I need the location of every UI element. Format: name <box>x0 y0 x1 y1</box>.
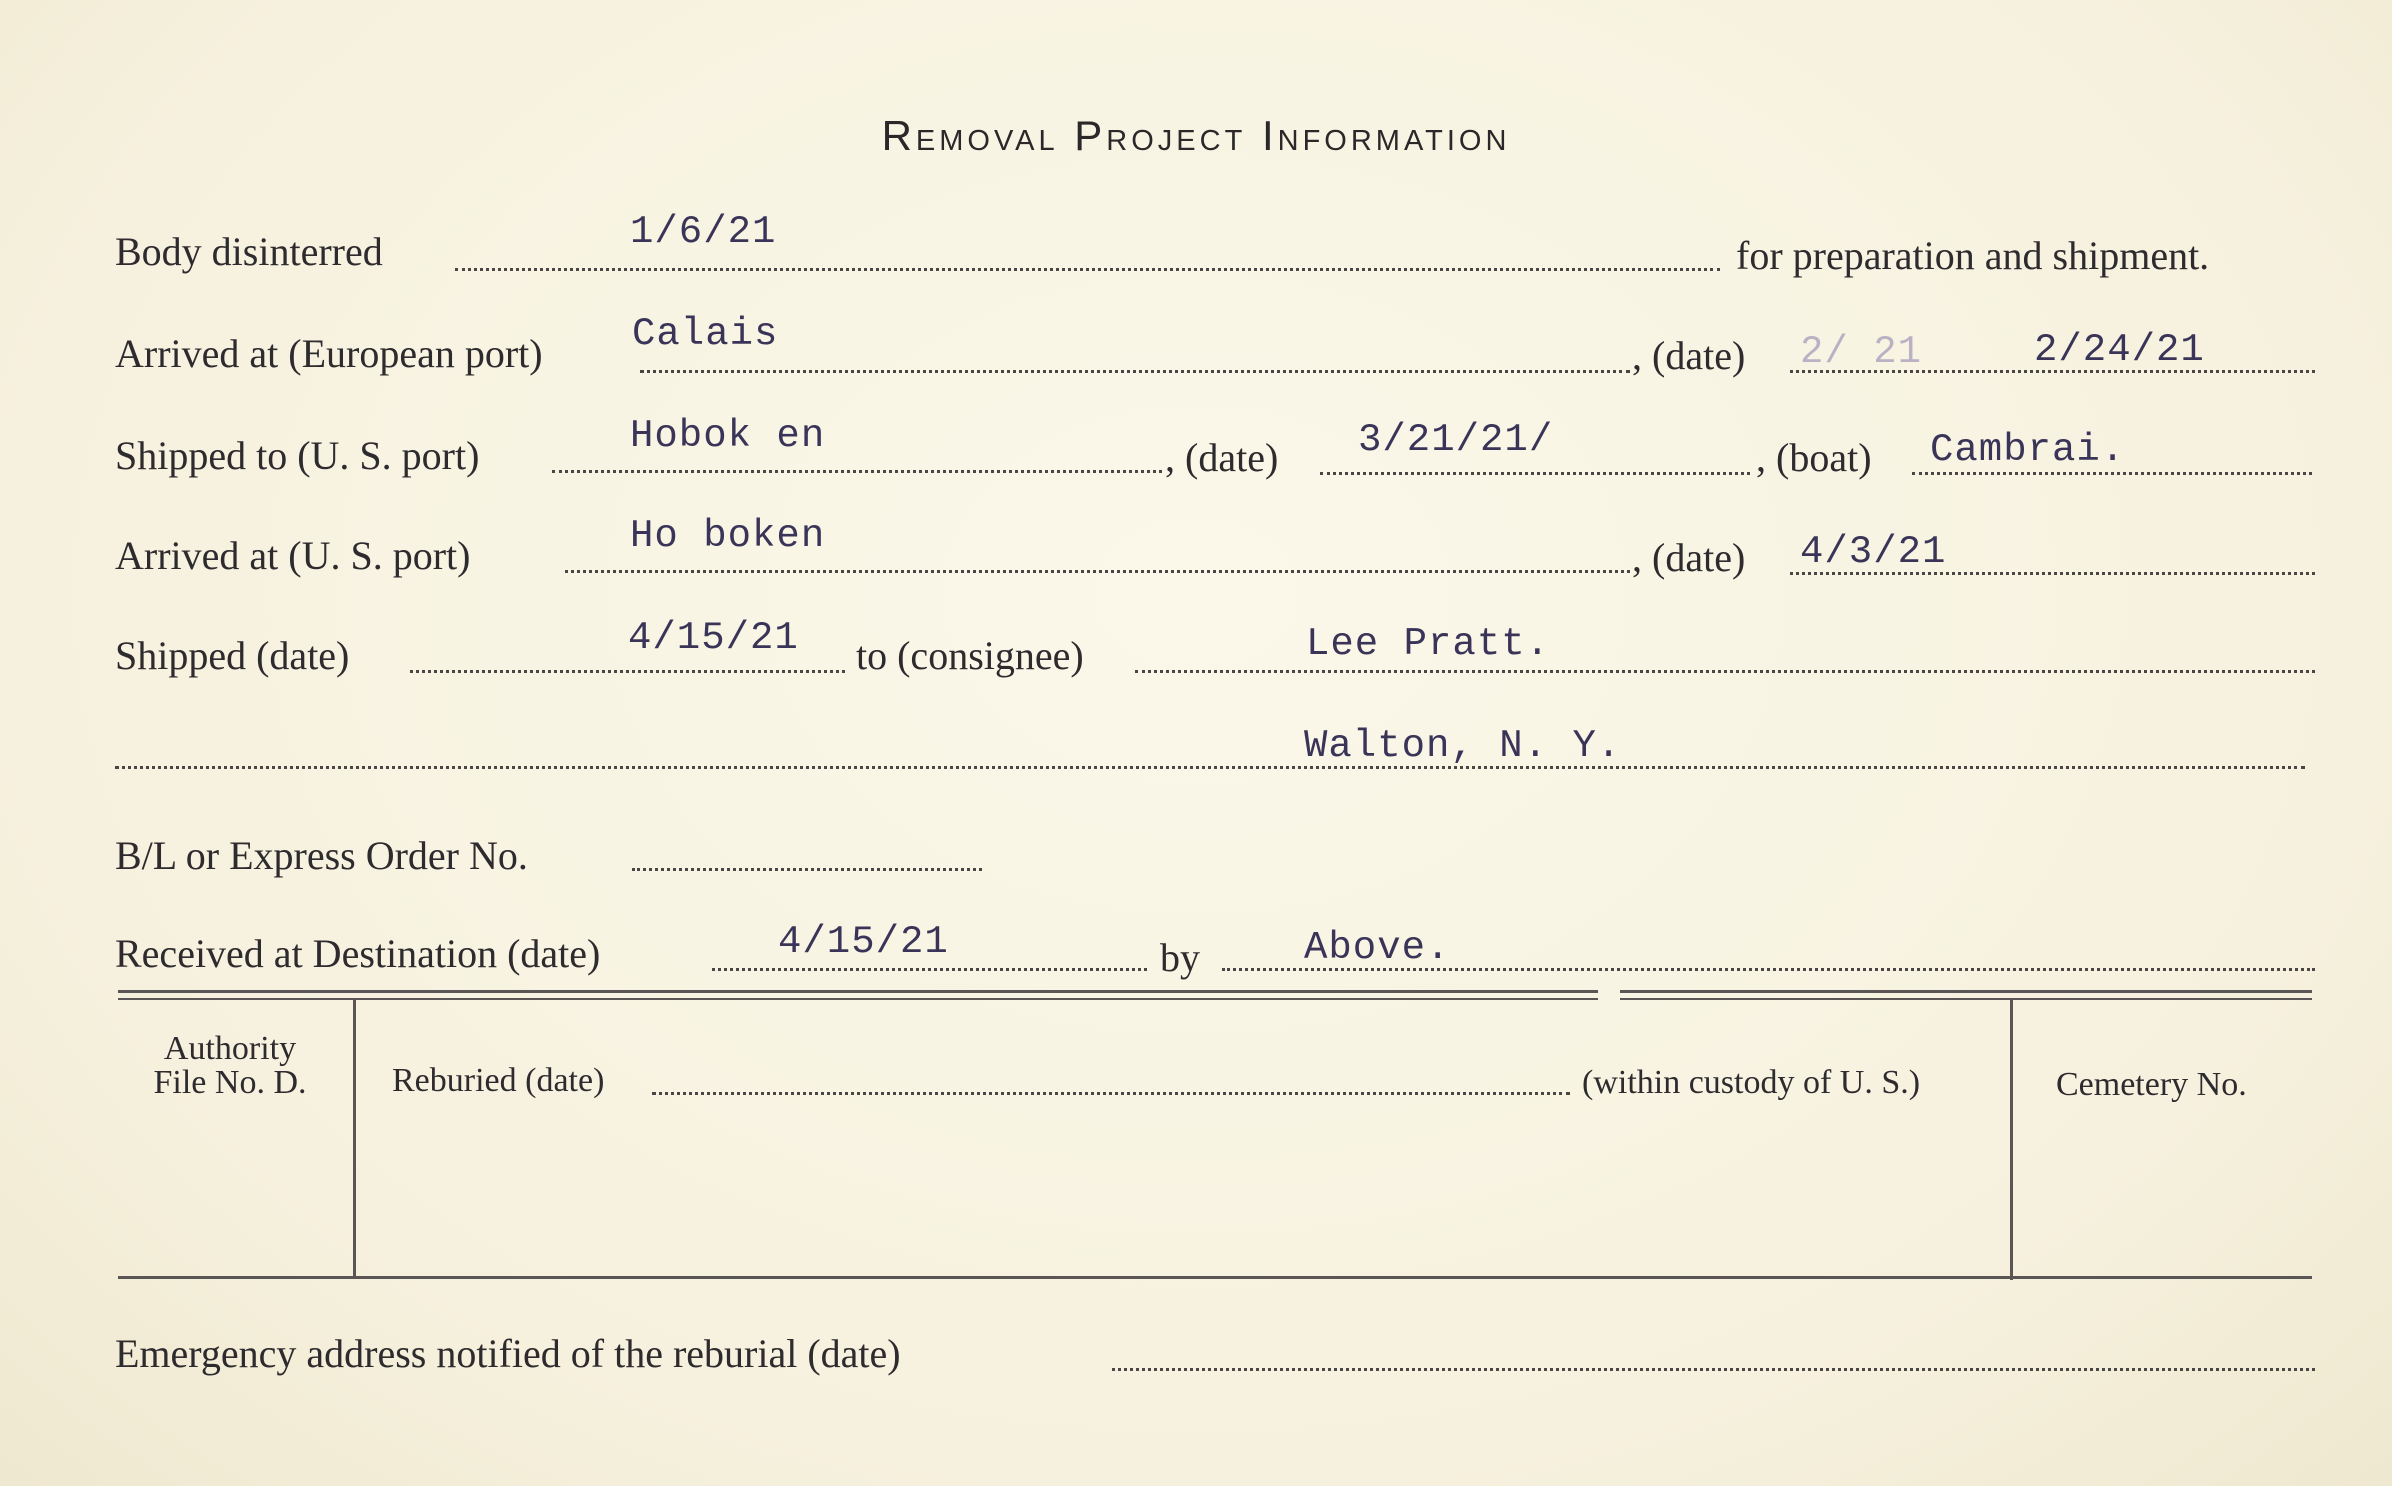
arrived-us-date-value: 4/3/21 <box>1800 530 1947 574</box>
box-top-rule-left <box>118 990 1598 993</box>
received-destination-line <box>712 968 1147 971</box>
arrived-european-date-value: 2/24/21 <box>2034 328 2205 372</box>
box-divider-left <box>353 1000 356 1276</box>
box-top-rule-right <box>1620 990 2312 993</box>
shipped-us-boat-label: , (boat) <box>1756 435 1872 480</box>
shipped-us-port-value: Hobok en <box>630 414 826 458</box>
consignee-address-line <box>115 766 2305 769</box>
received-by-label: by <box>1160 935 1200 980</box>
arrived-european-date-label: , (date) <box>1632 333 1746 378</box>
consignee-value: Lee Pratt. <box>1306 622 1551 666</box>
arrived-us-port-label: Arrived at (U. S. port) <box>115 533 471 578</box>
shipped-us-port-line <box>552 470 1162 473</box>
reburied-date-line <box>652 1092 1570 1095</box>
box-top-rule-left-2 <box>118 998 1598 1000</box>
shipped-us-port-label: Shipped to (U. S. port) <box>115 433 480 478</box>
box-bottom-rule <box>118 1276 2312 1279</box>
authority-label: Authority <box>163 1030 297 1067</box>
arrived-european-port-label: Arrived at (European port) <box>115 331 543 376</box>
arrived-european-port-line <box>640 370 1630 373</box>
reburied-date-label: Reburied (date) <box>392 1062 605 1099</box>
shipped-date-line <box>410 670 845 673</box>
arrived-us-port-value: Ho boken <box>630 514 826 558</box>
shipped-us-date-value: 3/21/21/ <box>1358 418 1554 462</box>
authority-file-no-label: File No. D. <box>153 1064 307 1101</box>
shipped-us-boat-value: Cambrai. <box>1930 428 2126 472</box>
preparation-shipment-text: for preparation and shipment. <box>1736 233 2210 278</box>
shipped-us-boat-line <box>1912 472 2312 475</box>
received-by-value: Above. <box>1304 926 1451 970</box>
shipped-us-date-line <box>1320 472 1750 475</box>
consignee-address-value: Walton, N. Y. <box>1304 724 1622 768</box>
bl-express-order-label: B/L or Express Order No. <box>115 833 528 878</box>
emergency-address-line <box>1112 1368 2315 1371</box>
body-disinterred-value: 1/6/21 <box>630 210 777 254</box>
consignee-label: to (consignee) <box>856 633 1084 678</box>
box-top-rule-right-2 <box>1620 998 2312 1000</box>
box-divider-right <box>2010 1000 2013 1280</box>
consignee-line <box>1135 670 2315 673</box>
body-disinterred-line <box>455 268 1720 271</box>
received-destination-label: Received at Destination (date) <box>115 931 601 976</box>
arrived-european-port-value: Calais <box>632 312 779 356</box>
arrived-us-date-label: , (date) <box>1632 535 1746 580</box>
emergency-address-label: Emergency address notified of the reburial (date) <box>115 1331 901 1376</box>
shipped-us-date-label: , (date) <box>1165 435 1279 480</box>
custody-label: (within custody of U. S.) <box>1582 1064 1921 1101</box>
card-title: Removal Project Information <box>881 112 1511 159</box>
received-destination-value: 4/15/21 <box>778 920 949 964</box>
cemetery-no-label: Cemetery No. <box>2056 1066 2247 1103</box>
shipped-date-label: Shipped (date) <box>115 633 350 678</box>
body-disinterred-label: Body disinterred <box>115 229 383 274</box>
bl-express-order-line <box>632 868 982 871</box>
shipped-date-value: 4/15/21 <box>628 616 799 660</box>
arrived-european-date-struck: 2/ 21 <box>1800 330 1923 374</box>
arrived-us-port-line <box>565 570 1630 573</box>
